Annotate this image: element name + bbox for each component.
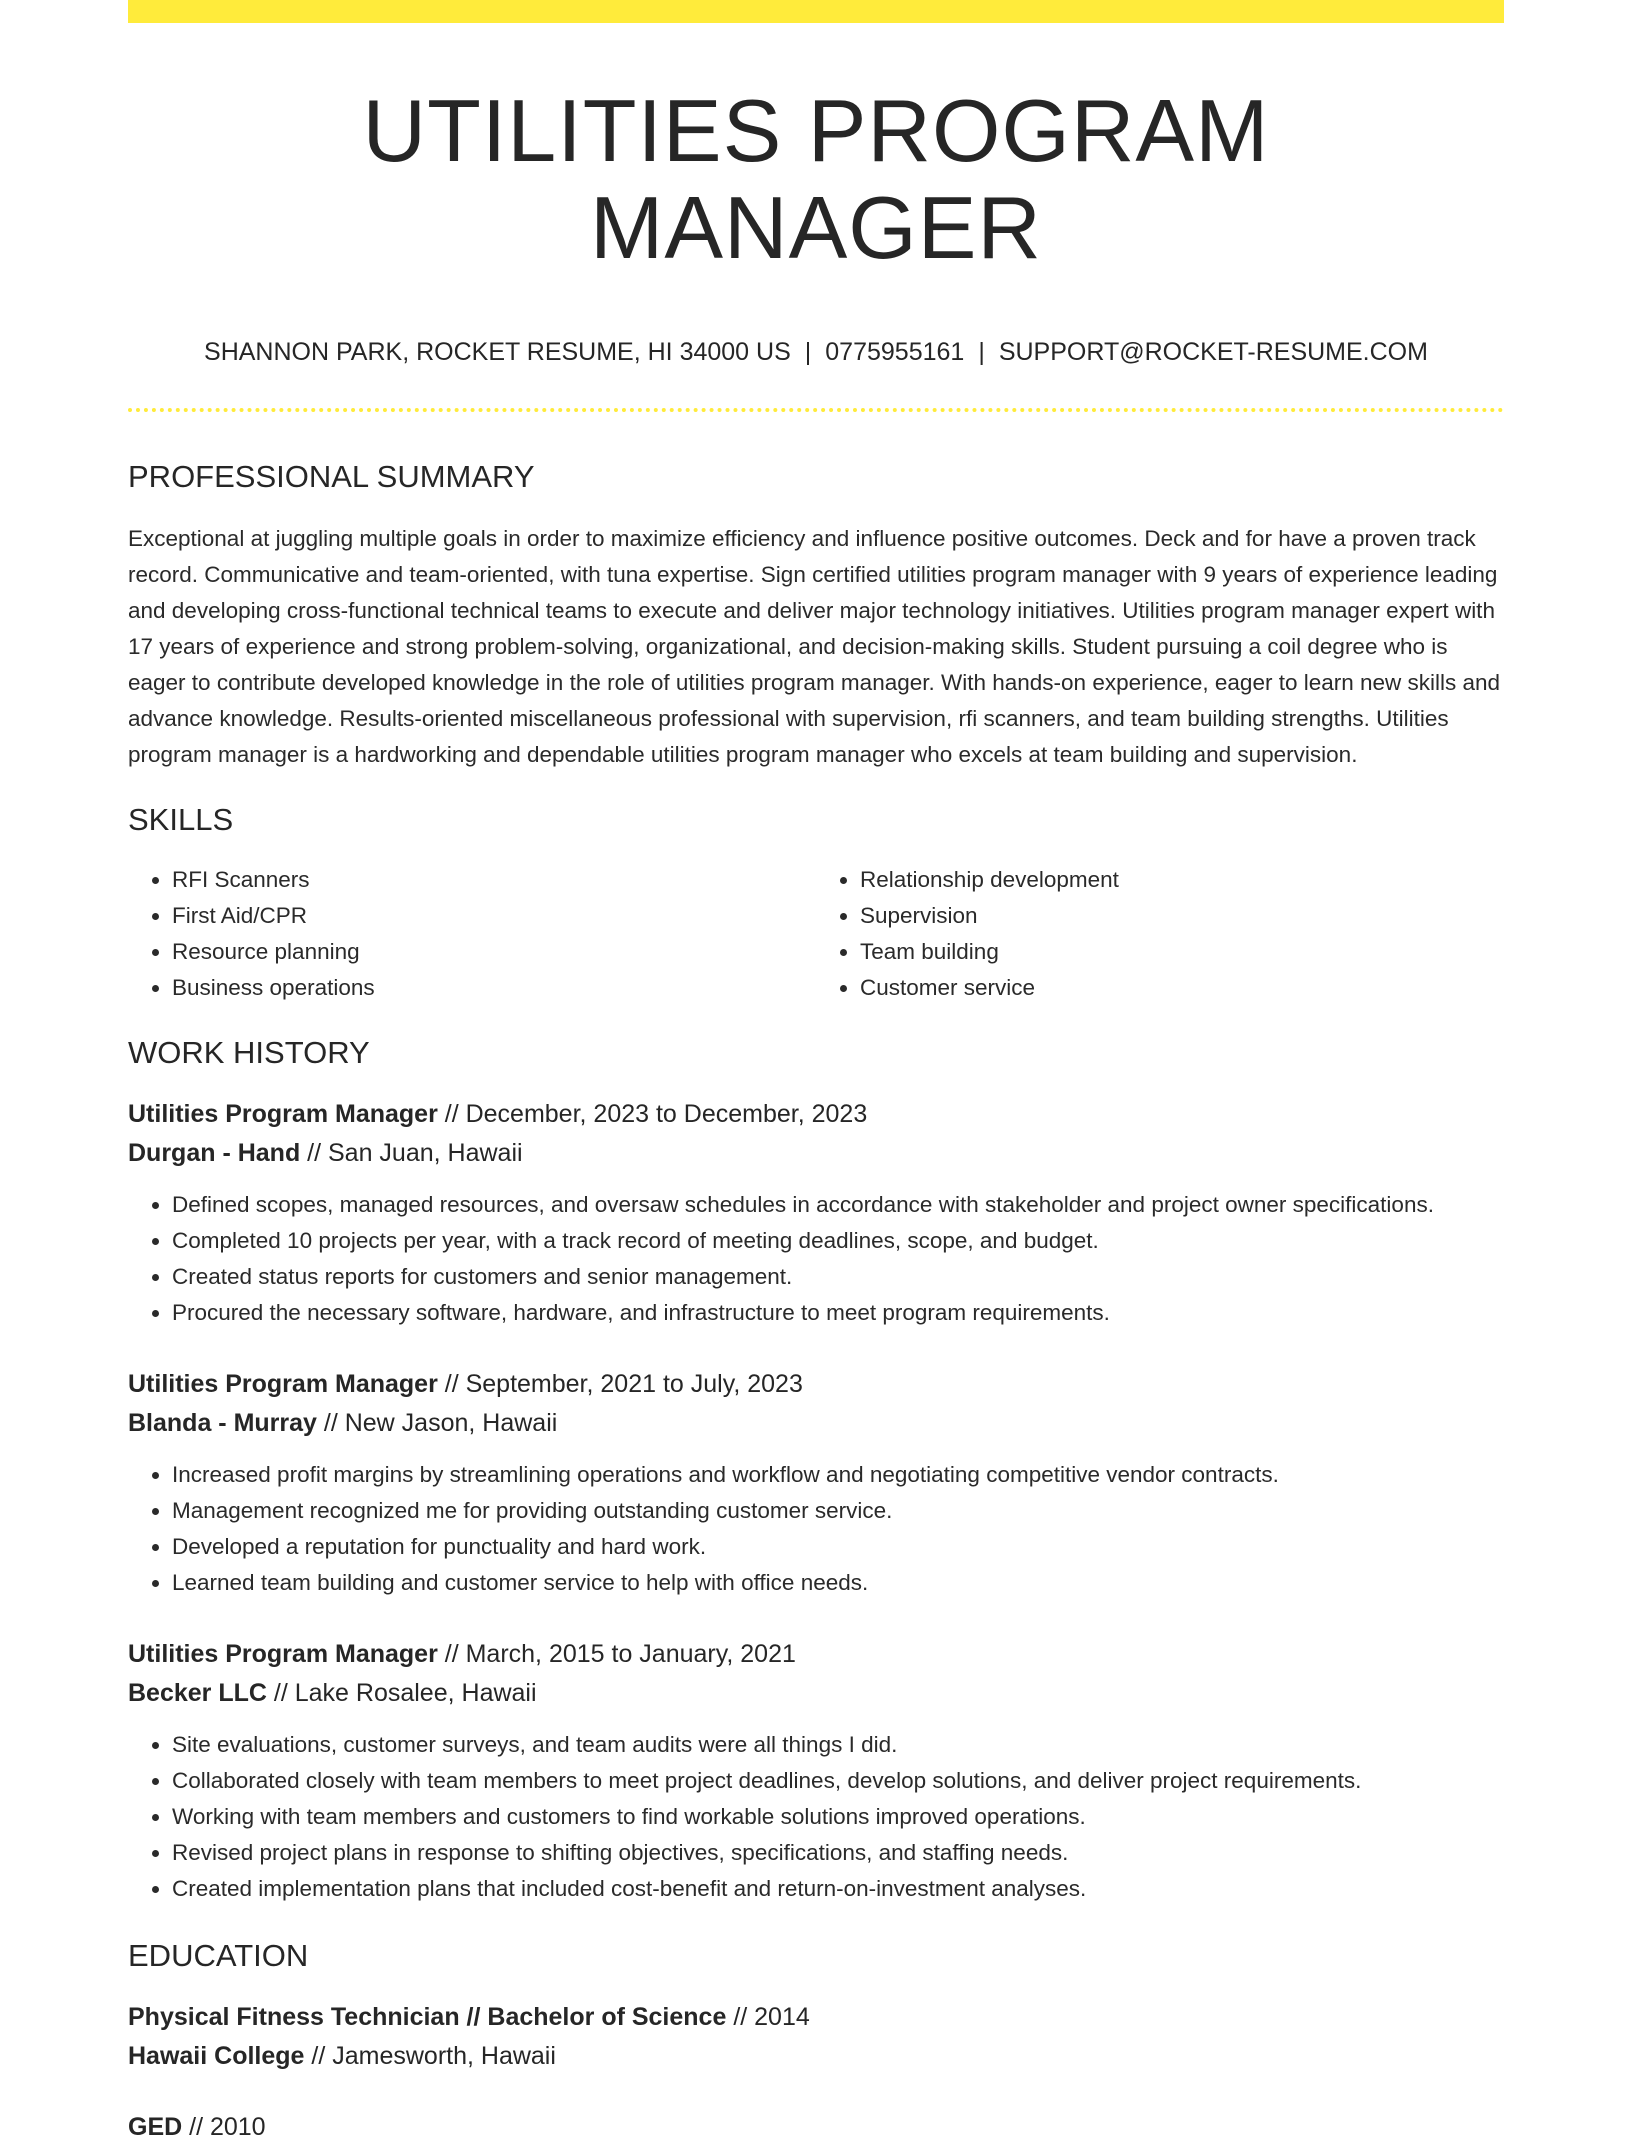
degree-line: [128, 1998, 1504, 2037]
skill-item: • First Aid/CPR: [172, 898, 816, 934]
job-bullet: • Procured the necessary software, hardware, and infrastructure to meet program requirements.: [172, 1295, 1504, 1331]
job-bullet: • Completed 10 projects per year, with a track record of meeting deadlines, scope, and budget.: [172, 1223, 1504, 1259]
company-line: [128, 1134, 1504, 1173]
company-name: Blanda - Murray: [128, 1409, 317, 1438]
school-location: // Jamesworth, Hawaii: [304, 2042, 556, 2071]
job-bullet: • Increased profit margins by streamlining operations and workflow and negotiating competitive vendor contracts.: [172, 1457, 1504, 1493]
skills-heading: SKILLS: [128, 801, 234, 837]
school-line: [128, 2037, 1504, 2076]
degree-year: // 2014: [726, 2003, 810, 2032]
company-line: [128, 1404, 1504, 1443]
contact-address: SHANNON PARK, ROCKET RESUME, HI 34000 US: [204, 337, 791, 366]
contact-phone[interactable]: 0775955161: [825, 337, 965, 366]
contact-separator: |: [804, 337, 812, 366]
skill-item: • Resource planning: [172, 934, 816, 970]
job-bullet: • Created implementation plans that included cost-benefit and return-on-investment analyses.: [172, 1871, 1504, 1907]
job-bullets: [128, 1457, 1504, 1601]
summary-text: Exceptional at juggling multiple goals in order to maximize efficiency and influence positive outcomes. Deck and for have a proven track record. Communicative and team-oriented, with tuna expertise. Sign certified utilities program manager with 9 years of experience leading and developing cross-functional technical teams to execute and deliver major technology initiatives. Utilities program manager expert with 17 years of experience and strong problem-solving, organizational, and decision-making skills. Student pursuing a coil degree who is eager to contribute developed knowledge in the role of utilities program manager. With hands-on experience, eager to learn new skills and advance knowledge. Results-oriented miscellaneous professional with supervision, rfi scanners, and team building strengths. Utilities program manager is a hardworking and dependable utilities program manager who excels at team building and supervision.: [128, 525, 1501, 767]
job-title: Utilities Program Manager: [128, 1370, 438, 1399]
skill-item: • Customer service: [860, 970, 1504, 1006]
skill-item: • RFI Scanners: [172, 862, 816, 898]
skills-column-left: [128, 862, 816, 1006]
skills-column-right: [816, 862, 1504, 1006]
job-bullet: • Developed a reputation for punctuality and hard work.: [172, 1529, 1504, 1565]
work-history-heading: WORK HISTORY: [128, 1034, 370, 1070]
company-line: [128, 1674, 1504, 1713]
job-bullet: • Created status reports for customers and senior management.: [172, 1259, 1504, 1295]
school-name: Hawaii College: [128, 2042, 305, 2071]
resume-title: UTILITIES PROGRAM MANAGER: [362, 81, 1270, 277]
job-bullet: • Management recognized me for providing outstanding customer service.: [172, 1493, 1504, 1529]
job-bullet: • Collaborated closely with team members to meet project deadlines, develop solutions, and deliver project requirements.: [172, 1763, 1504, 1799]
skill-item: • Relationship development: [860, 862, 1504, 898]
contact-email[interactable]: SUPPORT@ROCKET-RESUME.COM: [998, 337, 1428, 366]
education-entry: [128, 1998, 1504, 2076]
degree-line: [128, 2108, 1504, 2147]
job-bullet: • Working with team members and customers to find workable solutions improved operations.: [172, 1799, 1504, 1835]
job-title: Utilities Program Manager: [128, 1640, 438, 1669]
skills-list: [128, 862, 1504, 1006]
education-heading: EDUCATION: [128, 1938, 309, 1974]
job-bullet: • Learned team building and customer service to help with office needs.: [172, 1565, 1504, 1601]
job-dates: // March, 2015 to January, 2021: [437, 1640, 796, 1669]
company-name: Becker LLC: [128, 1679, 267, 1708]
contact-line: [128, 337, 1504, 367]
company-location: // New Jason, Hawaii: [316, 1409, 558, 1438]
job-bullet: • Defined scopes, managed resources, and oversaw schedules in accordance with stakeholder and project owner specifications.: [172, 1187, 1504, 1223]
contact-separator: |: [978, 337, 985, 366]
job-bullets: [128, 1187, 1504, 1331]
job-title-line: [128, 1635, 1504, 1674]
degree-year: // 2010: [182, 2113, 266, 2142]
job-title-line: [128, 1095, 1504, 1134]
skill-item: • Team building: [860, 934, 1504, 970]
accent-top-bar: [128, 0, 1504, 23]
company-name: Durgan - Hand: [128, 1139, 301, 1168]
skill-item: • Business operations: [172, 970, 816, 1006]
education-entry: [128, 2108, 1504, 2147]
degree-name: GED: [128, 2113, 183, 2142]
company-location: // San Juan, Hawaii: [300, 1139, 523, 1168]
job-dates: // December, 2023 to December, 2023: [437, 1100, 868, 1129]
job-entry: [128, 1365, 1504, 1601]
dotted-divider: [128, 408, 1504, 412]
resume-page: [128, 0, 1504, 2147]
skill-item: • Supervision: [860, 898, 1504, 934]
job-bullet: • Revised project plans in response to shifting objectives, specifications, and staffing needs.: [172, 1835, 1504, 1871]
job-title: Utilities Program Manager: [128, 1100, 438, 1129]
job-entry: [128, 1095, 1504, 1331]
summary-heading: PROFESSIONAL SUMMARY: [128, 458, 535, 494]
job-title-line: [128, 1365, 1504, 1404]
company-location: // Lake Rosalee, Hawaii: [266, 1679, 537, 1708]
degree-name: Physical Fitness Technician // Bachelor of Science: [128, 2003, 727, 2032]
job-dates: // September, 2021 to July, 2023: [437, 1370, 803, 1399]
job-bullet: • Site evaluations, customer surveys, and team audits were all things I did.: [172, 1727, 1504, 1763]
job-entry: [128, 1635, 1504, 1907]
job-bullets: [128, 1727, 1504, 1907]
